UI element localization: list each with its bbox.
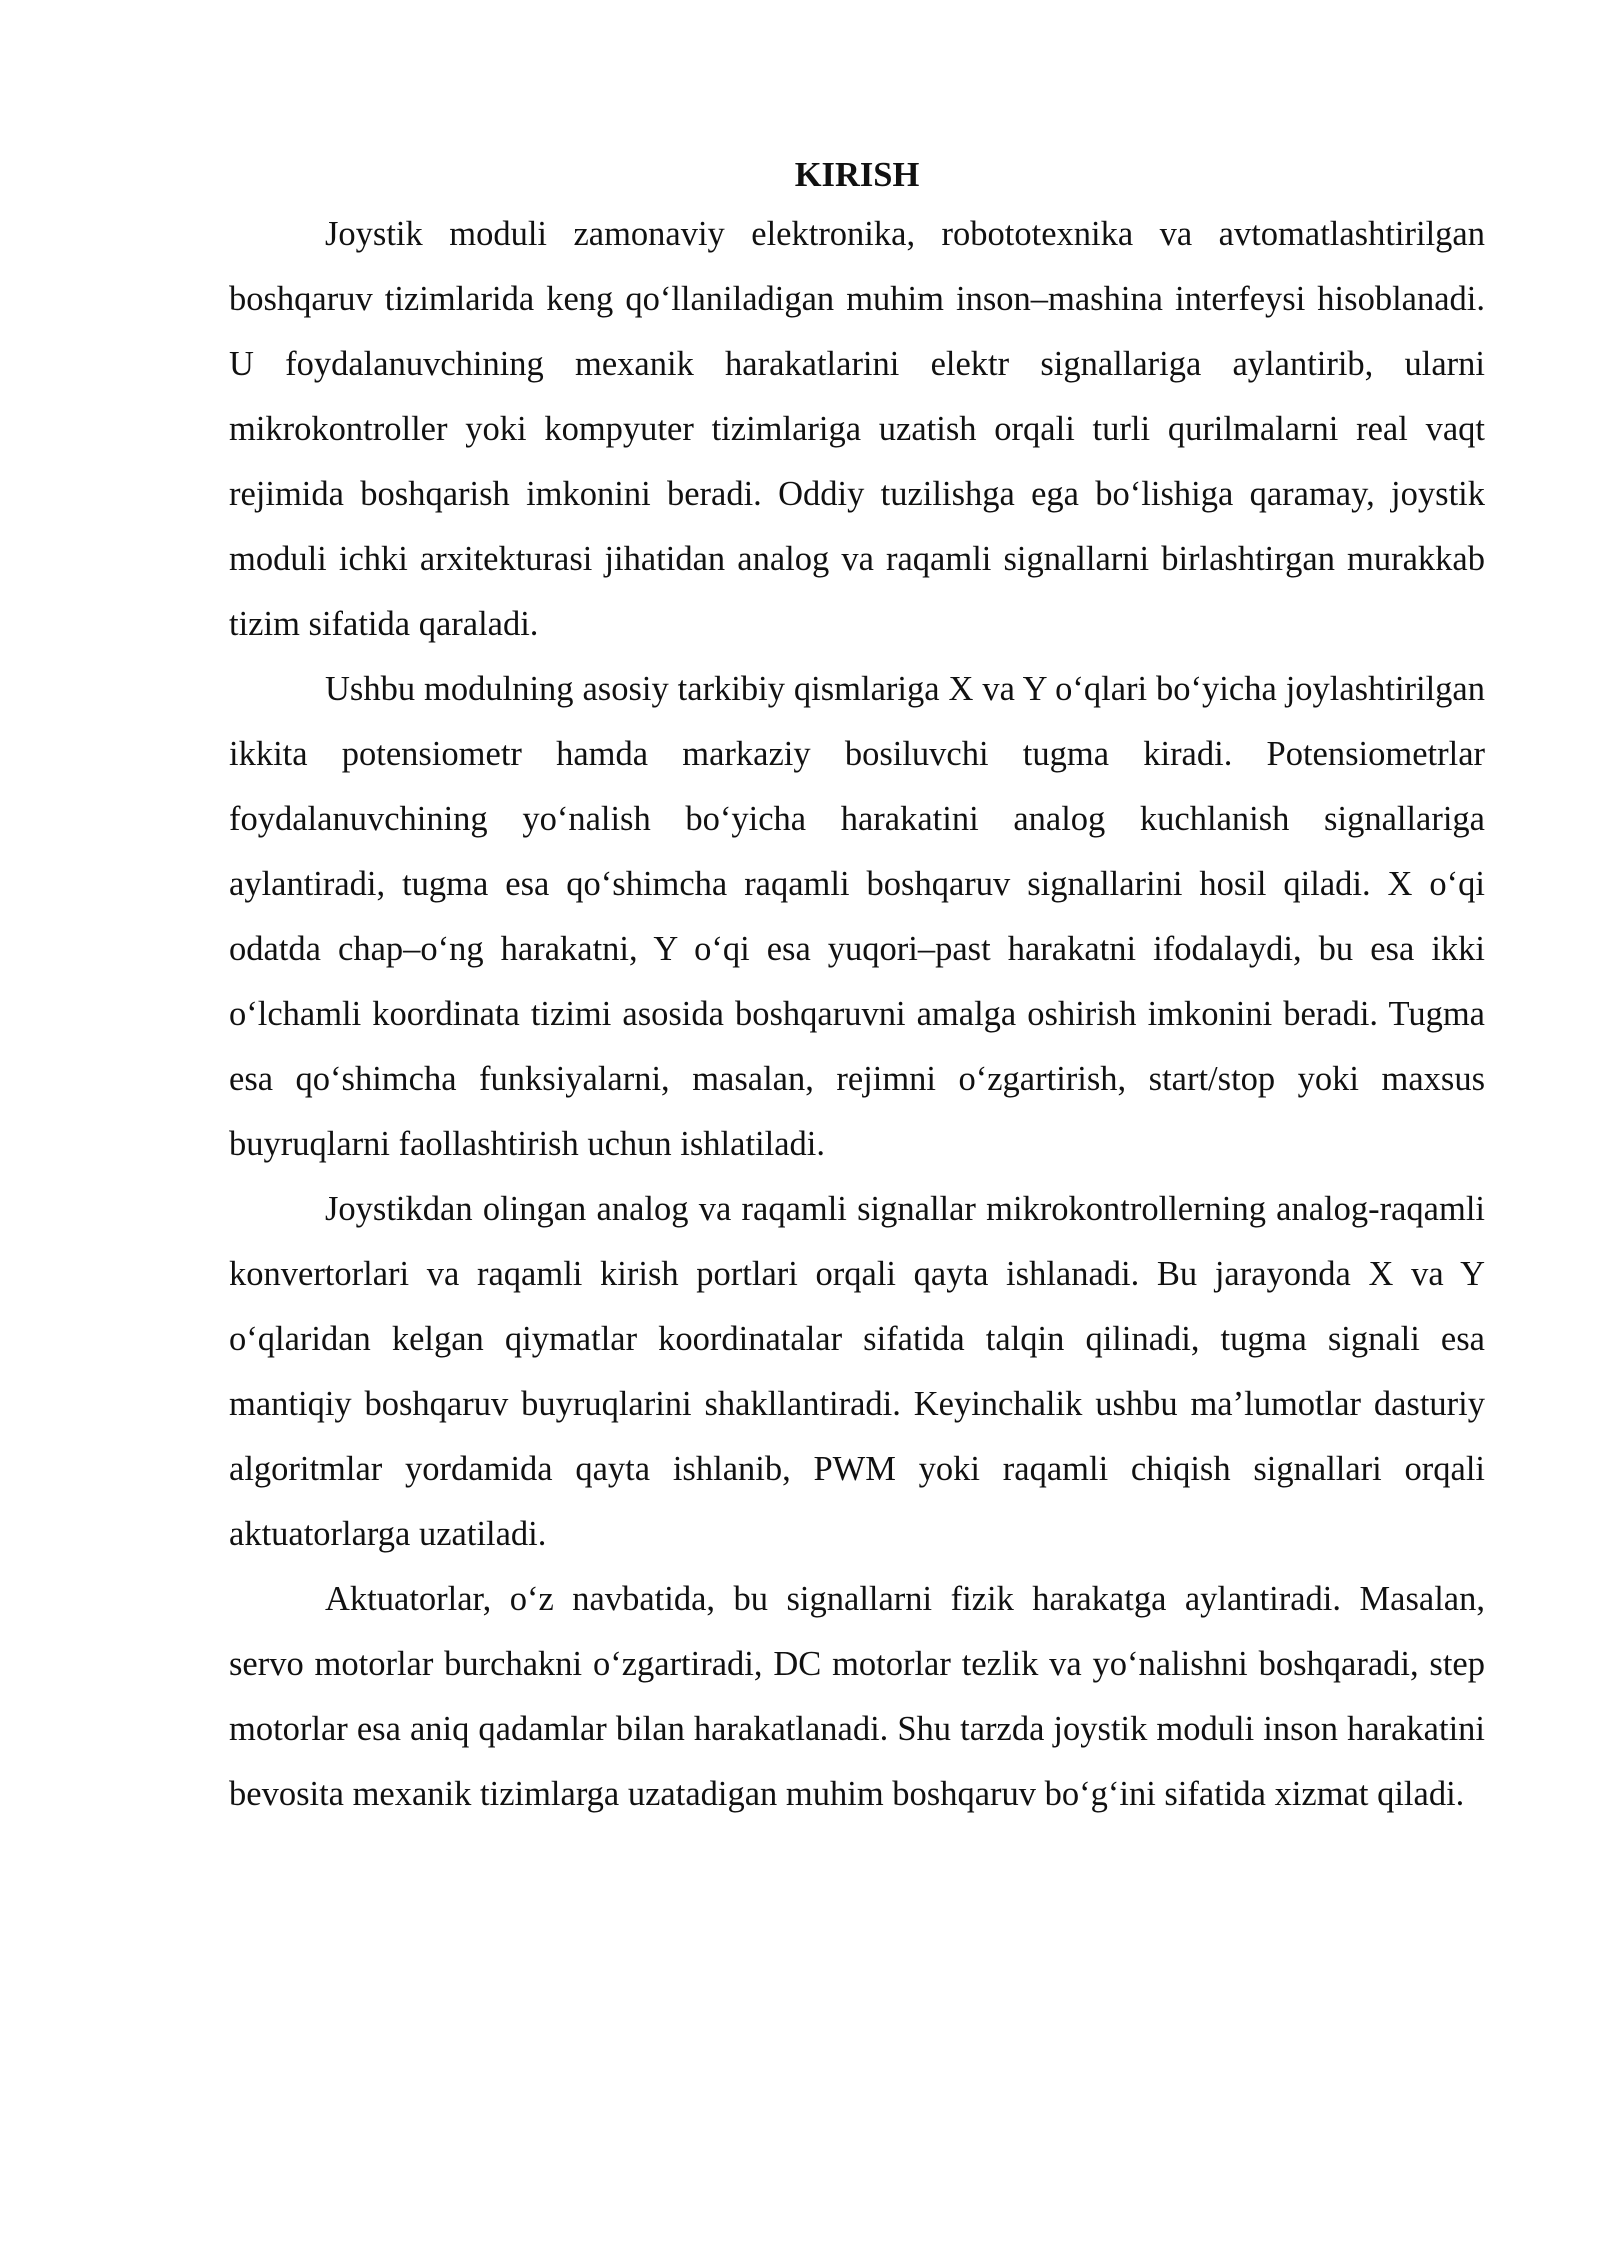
page-title: KIRISH bbox=[794, 156, 920, 194]
paragraph-intro: Joystik moduli zamonaviy elektronika, robototexnika va avtomatlashtirilgan boshqaruv tizimlarida keng qo‘llaniladigan muhim inson–mashina interfeysi hisoblanadi. U foydalanuvchining mexanik harakatlarini elektr signallariga aylantirib, ularni mikrokontroller yoki kompyuter tizimlariga uzatish orqali turli qurilmalarni real vaqt rejimida boshqarish imkonini beradi. Oddiy tuzilishga ega bo‘lishiga qaramay, joystik moduli ichki arxitekturasi jihatidan analog va raqamli signallarni birlashtirgan murakkab tizim sifatida qaraladi. bbox=[229, 215, 1485, 643]
paragraph-signal-processing: Joystikdan olingan analog va raqamli signallar mikrokontrollerning analog-raqamli konvertorlari va raqamli kirish portlari orqali qayta ishlanadi. Bu jarayonda X va Y o‘qlaridan kelgan qiymatlar koordinatalar sifatida talqin qilinadi, tugma signali esa mantiqiy boshqaruv buyruqlarini shakllantiradi. Keyinchalik ushbu ma’lumotlar dasturiy algoritmlar yordamida qayta ishlanib, PWM yoki raqamli chiqish signallari orqali aktuatorlarga uzatiladi. bbox=[229, 1190, 1485, 1553]
paragraph-components: Ushbu modulning asosiy tarkibiy qismlariga X va Y o‘qlari bo‘yicha joylashtirilgan ikkita potensiometr hamda markaziy bosiluvchi tugma kiradi. Potensiometrlar foydalanuvchining yo‘nalish bo‘yicha harakatini analog kuchlanish signallariga aylantiradi, tugma esa qo‘shimcha raqamli boshqaruv signallarini hosil qiladi. X o‘qi odatda chap–o‘ng harakatni, Y o‘qi esa yuqori–past harakatni ifodalaydi, bu esa ikki o‘lchamli koordinata tizimi asosida boshqaruvni amalga oshirish imkonini beradi. Tugma esa qo‘shimcha funksiyalarni, masalan, rejimni o‘zgartirish, start/stop yoki maxsus buyruqlarni faollashtirish uchun ishlatiladi. bbox=[229, 670, 1485, 1163]
document-body bbox=[229, 148, 1485, 1827]
paragraph-actuators: Aktuatorlar, o‘z navbatida, bu signallarni fizik harakatga aylantiradi. Masalan, servo motorlar burchakni o‘zgartiradi, DC motorlar tezlik va yo‘nalishni boshqaradi, step motorlar esa aniq qadamlar bilan harakatlanadi. Shu tarzda joystik moduli inson harakatini bevosita mexanik tizimlarga uzatadigan muhim boshqaruv bo‘g‘ini sifatida xizmat qiladi. bbox=[229, 1580, 1485, 1813]
